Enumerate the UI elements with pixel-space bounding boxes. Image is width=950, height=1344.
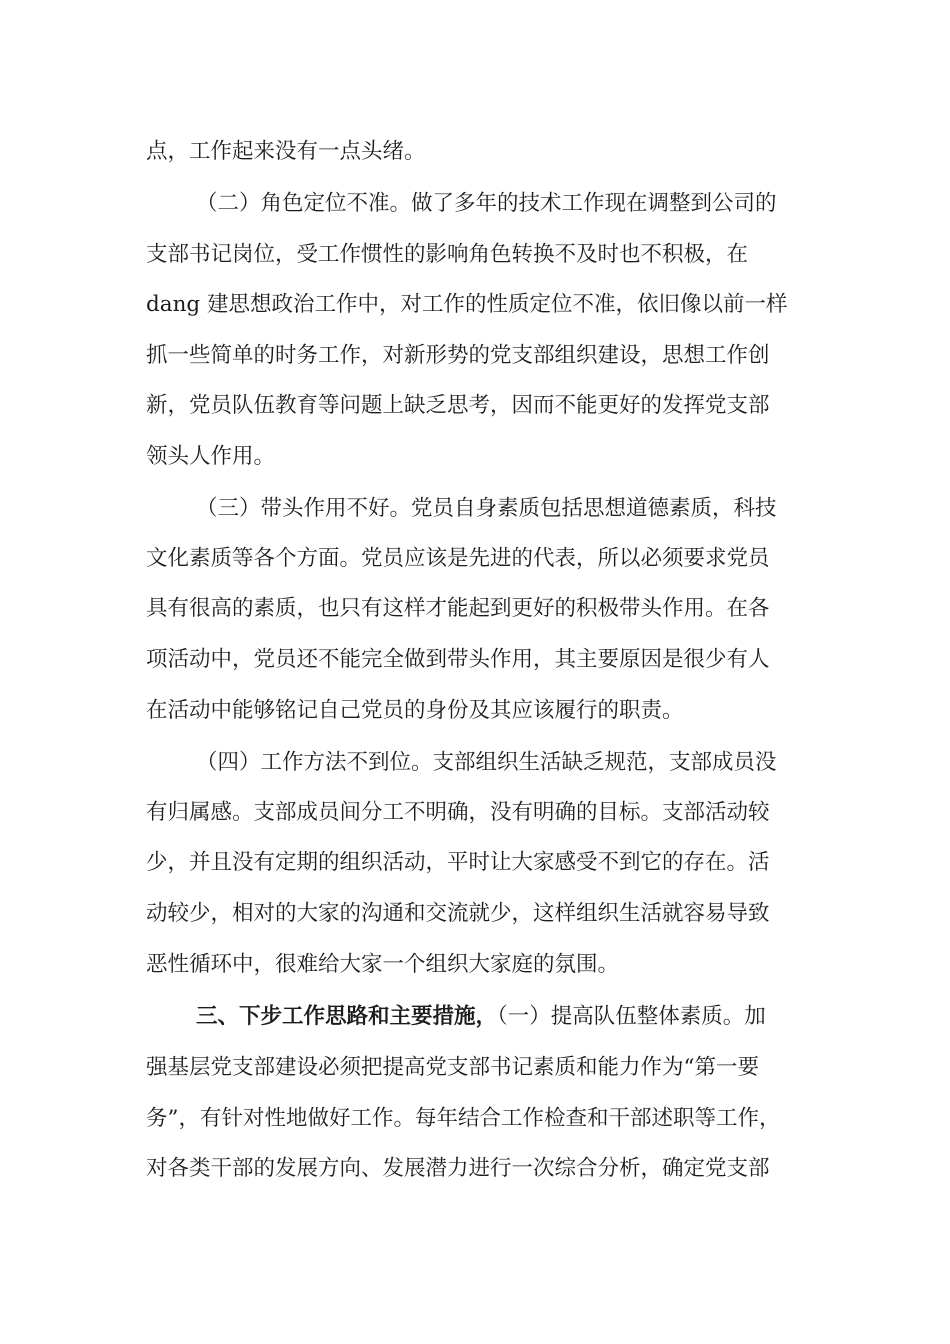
section-heading-line bbox=[196, 1002, 766, 1032]
text-line: 少，并且没有定期的组织活动，平时让大家感受不到它的存在。活 bbox=[146, 850, 770, 875]
text-line: 动较少，相对的大家的沟通和交流就少，这样组织生活就容易导致 bbox=[146, 901, 770, 926]
section-heading-rest: （一）提高队伍整体素质。加 bbox=[497, 1004, 766, 1029]
paragraph-3-start: （三）带头作用不好。党员自身素质包括思想道德素质，科技 bbox=[196, 496, 777, 521]
text-line: 点，工作起来没有一点头绪。 bbox=[146, 139, 426, 164]
text-line: dang 建思想政治工作中，对工作的性质定位不准，依旧像以前一样 bbox=[146, 292, 788, 317]
text-line: 新，党员队伍教育等问题上缺乏思考，因而不能更好的发挥党支部 bbox=[146, 393, 770, 418]
paragraph-4-start: （四）工作方法不到位。支部组织生活缺乏规范，支部成员没 bbox=[196, 750, 777, 775]
paragraph-2-start: （二）角色定位不准。做了多年的技术工作现在调整到公司的 bbox=[196, 191, 777, 216]
text-line: 恶性循环中，很难给大家一个组织大家庭的氛围。 bbox=[146, 952, 620, 977]
text-line: 支部书记岗位，受工作惯性的影响角色转换不及时也不积极，在 bbox=[146, 242, 749, 267]
text-line: 强基层党支部建设必须把提高党支部书记素质和能力作为“第一要 bbox=[146, 1055, 759, 1080]
text-line: 项活动中，党员还不能完全做到带头作用，其主要原因是很少有人 bbox=[146, 647, 770, 672]
text-line: 领头人作用。 bbox=[146, 444, 276, 469]
text-line: 抓一些简单的时务工作，对新形势的党支部组织建设，思想工作创 bbox=[146, 343, 770, 368]
section-heading: 三、下步工作思路和主要措施， bbox=[196, 1004, 498, 1029]
text-line: 具有很高的素质，也只有这样才能起到更好的积极带头作用。在各 bbox=[146, 596, 770, 621]
text-line: 务”，有针对性地做好工作。每年结合工作检查和干部述职等工作， bbox=[146, 1106, 781, 1131]
text-line: 文化素质等各个方面。党员应该是先进的代表，所以必须要求党员 bbox=[146, 546, 770, 571]
text-line: 在活动中能够铭记自己党员的身份及其应该履行的职责。 bbox=[146, 698, 684, 723]
text-line: 对各类干部的发展方向、发展潜力进行一次综合分析，确定党支部 bbox=[146, 1156, 770, 1181]
text-line: 有归属感。支部成员间分工不明确，没有明确的目标。支部活动较 bbox=[146, 800, 770, 825]
